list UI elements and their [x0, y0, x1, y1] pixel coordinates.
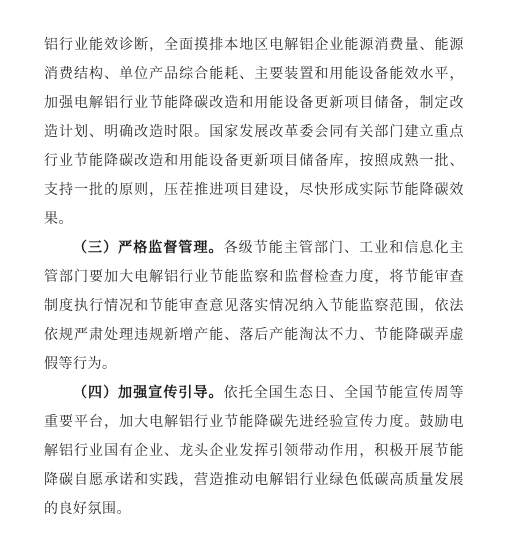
para1-line-5: 行业节能降碳改造和用能设备更新项目储备库，按照成熟一批、 [44, 153, 464, 169]
para3-first-line-text: 依托全国生态日、全国节能宣传周等 [223, 385, 465, 401]
para2-heading: （三）严格监督管理。 [73, 240, 224, 256]
para2-first-line [73, 236, 464, 260]
para1-line-4: 造计划、明确改造时限。国家发展改革委会同有关部门建立重点 [44, 124, 464, 140]
para2-line-2: 管部门要加大电解铝行业节能监察和监督检查力度，将节能审查 [44, 269, 464, 285]
para1-line-3: 加强电解铝行业节能降碳改造和用能设备更新项目储备，制定改 [44, 95, 464, 111]
para1-line-1: 铝行业能效诊断，全面摸排本地区电解铝企业能源消费量、能源 [44, 37, 464, 53]
para2-line-5: 假等行为。 [44, 356, 117, 372]
para2-first-line-text: 各级节能主管部门、工业和信息化主 [223, 240, 465, 256]
para2-line-4: 依规严肃处理违规新增产能、落后产能淘汰不力、节能降碳弄虚 [44, 327, 464, 343]
para1-line-2: 消费结构、单位产品综合能耗、主要装置和用能设备能效水平， [44, 66, 464, 82]
para3-heading: （四）加强宣传引导。 [73, 385, 224, 401]
para1-line-7: 果。 [44, 211, 73, 227]
para3-first-line [73, 381, 464, 405]
para2-line-3: 制度执行情况和节能审查意见落实情况纳入节能监察范围，依法 [44, 298, 464, 314]
para3-line-5: 的良好氛围。 [44, 501, 131, 517]
para3-line-2: 重要平台，加大电解铝行业节能降碳先进经验宣传力度。鼓励电 [44, 414, 464, 430]
para3-line-4: 降碳自愿承诺和实践，营造推动电解铝行业绿色低碳高质量发展 [44, 472, 464, 488]
para3-line-3: 解铝行业国有企业、龙头企业发挥引领带动作用，积极开展节能 [44, 443, 464, 459]
para1-line-6: 支持一批的原则，压茬推进项目建设，尽快形成实际节能降碳效 [44, 182, 464, 198]
